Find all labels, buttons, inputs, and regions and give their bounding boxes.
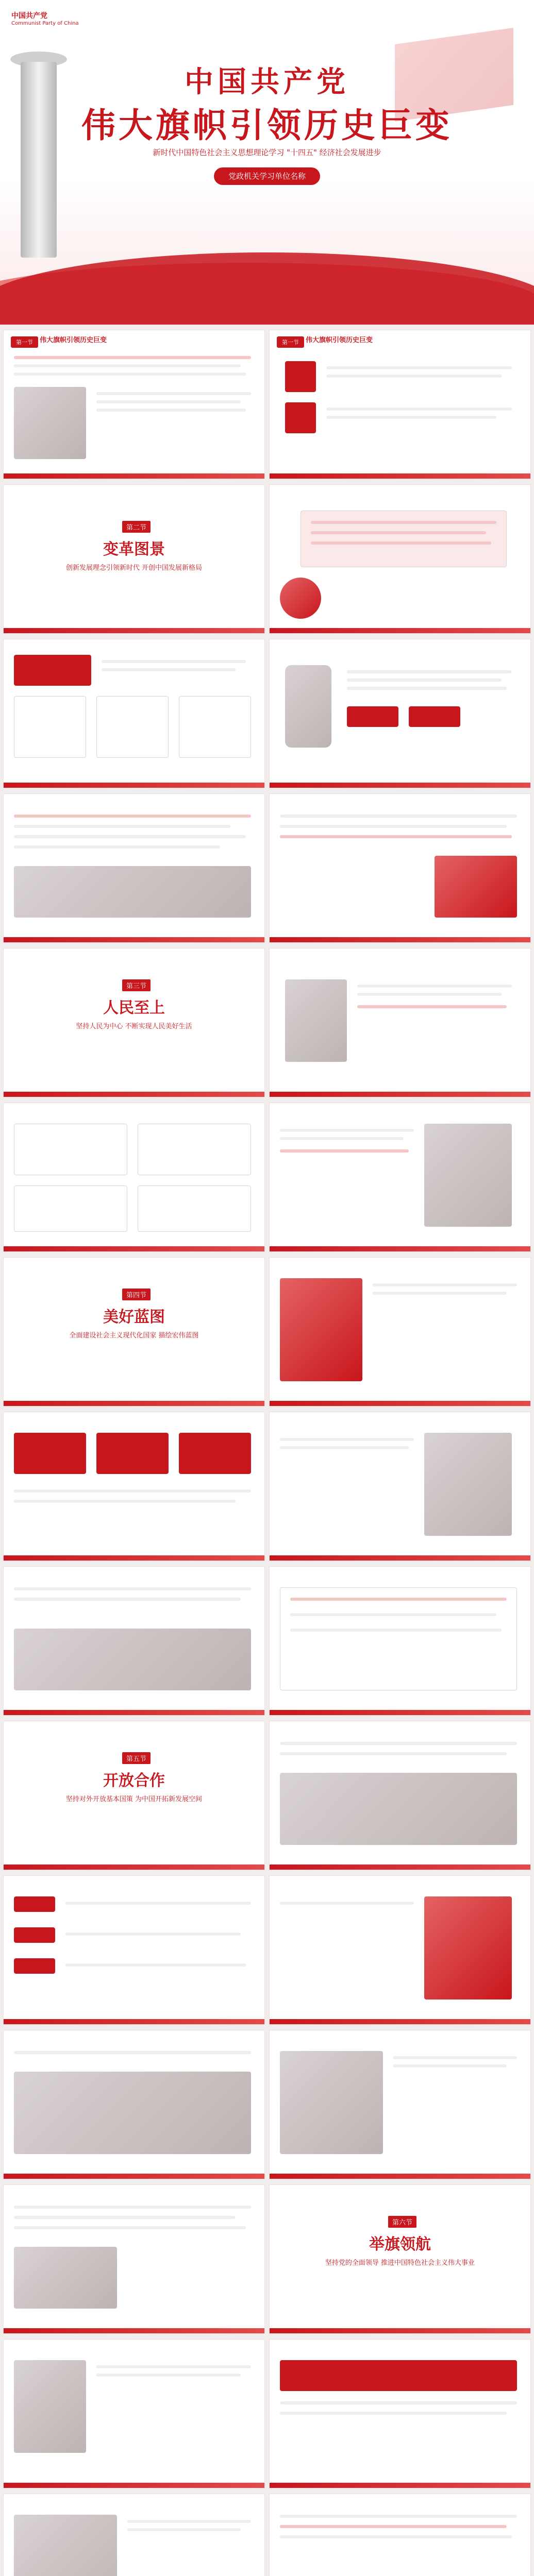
cover-title-line1: 中国共产党 [185, 65, 349, 99]
slide-title: 伟大旗帜引领历史巨变 [40, 336, 107, 344]
slide-speaker [269, 948, 531, 1097]
slide-photo [14, 387, 86, 459]
slide-notes [269, 2494, 531, 2576]
slide-phone [269, 639, 531, 788]
slide-quote [269, 484, 531, 634]
section-title: 变革图景 [103, 540, 165, 558]
slide-monument [269, 1412, 531, 1561]
slide-building [3, 2494, 265, 2576]
slide-network [269, 1721, 531, 1870]
slide-paragraphs [3, 2184, 265, 2334]
section-title: 美好蓝图 [103, 1308, 165, 1326]
section-number: 第五节 [122, 1752, 151, 1764]
slide-skyline [3, 1566, 265, 1716]
section-subtitle: 坚持党的全面领导 推进中国特色社会主义伟大事业 [325, 2259, 475, 2267]
section-subtitle: 全面建设社会主义现代化国家 描绘宏伟蓝图 [69, 1332, 199, 1340]
section-tag: 第一节 [11, 336, 38, 348]
slide-bullets [3, 1875, 265, 2025]
section-divider-2 [3, 484, 265, 634]
section-divider-4 [3, 1257, 265, 1406]
slide-flagbearer [269, 1257, 531, 1406]
slide-overview [3, 330, 265, 479]
section-number: 第六节 [388, 2216, 416, 2228]
section-title: 开放合作 [103, 1772, 165, 1790]
section-number: 第二节 [122, 521, 151, 533]
slide-leaders [3, 2339, 265, 2488]
party-logo-subtext: Communist Party of China [11, 21, 79, 26]
slide-title: 伟大旗帜引领历史巨变 [306, 336, 373, 344]
slide-chart-area [3, 2030, 265, 2179]
section-title: 人民至上 [103, 999, 165, 1017]
slide-timeline [269, 330, 531, 479]
slide-grid [3, 1103, 265, 1252]
red-wave-front [0, 252, 534, 325]
slide-list [3, 793, 265, 943]
section-title: 举旗领航 [369, 2235, 431, 2253]
slide-text [269, 793, 531, 943]
slide-highlight [269, 2339, 531, 2488]
slide-growth [269, 1875, 531, 2025]
section-number: 第四节 [122, 1289, 151, 1300]
cover-slide [0, 0, 534, 325]
section-subtitle: 坚持对外开放基本国策 为中国开拓新发展空间 [65, 1795, 203, 1803]
section-divider-6 [269, 2184, 531, 2334]
slide-factory [269, 2030, 531, 2179]
section-subtitle: 创新发展理念引领新时代 开创中国发展新格局 [65, 564, 203, 572]
party-logo-text: 中国共产党 [11, 12, 47, 20]
section-divider-3 [3, 948, 265, 1097]
slide-cards [3, 1412, 265, 1561]
section-number: 第三节 [122, 979, 151, 991]
cover-title-line2: 伟大旗帜引领历史巨变 [81, 105, 453, 145]
slide-medical [269, 1103, 531, 1252]
cover-unit-badge: 党政机关学习单位名称 [214, 167, 320, 185]
section-divider-5 [3, 1721, 265, 1870]
slide-points [3, 639, 265, 788]
section-subtitle: 坚持人民为中心 不断实现人民美好生活 [76, 1023, 192, 1030]
cover-subtitle: 新时代中国特色社会主义思想理论学习 "十四五" 经济社会发展进步 [153, 148, 381, 157]
slide-table [269, 1566, 531, 1716]
section-tag: 第一节 [277, 336, 304, 348]
